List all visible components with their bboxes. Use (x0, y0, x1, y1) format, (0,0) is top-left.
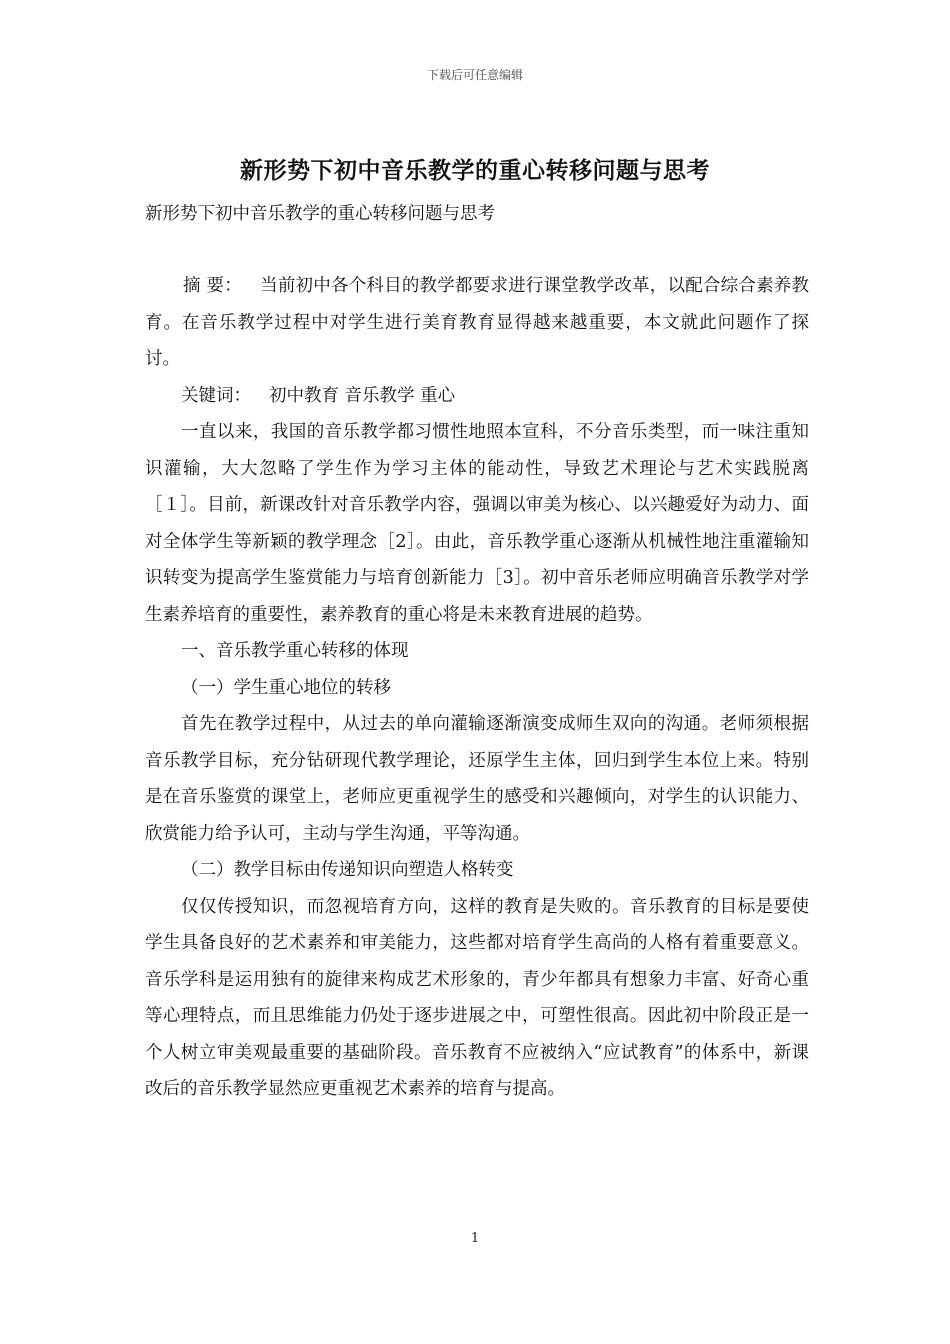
header-note: 下载后可任意编辑 (426, 68, 523, 82)
section-heading: 一、音乐教学重心转移的体现 (181, 641, 409, 661)
keywords-label: 关键词： (181, 385, 251, 406)
document-body (145, 268, 809, 1108)
document-title: 新形势下初中音乐教学的重心转移问题与思考 (240, 157, 710, 184)
page-number: 1 (470, 1231, 480, 1246)
abstract-text: 当前初中各个科目的教学都要求进行课堂教学改革，以配合综合素养教育。在音乐教学过程中对学生进行美育教育显得越来越重要，本文就此问题作了探讨。 (145, 276, 809, 369)
subsection-heading: （二）教学目标由传递知识向塑造人格转变 (181, 860, 514, 880)
subsection-heading: （一）学生重心地位的转移 (181, 677, 391, 698)
keywords-paragraph (145, 378, 809, 415)
body-paragraph: 首先在教学过程中，从过去的单向灌输逐渐演变成师生双向的沟通。老师须根据音乐教学目标，充分钻研现代教学理论，还原学生主体，回归到学生本位上来。特别是在音乐鉴赏的课堂上，老师应更重视学生的感受和兴趣倾向，对学生的认识能力、欣赏能力给予认可，主动与学生沟通，平等沟通。 (145, 714, 809, 844)
keywords-text: 初中教育 音乐教学 重心 (269, 385, 456, 406)
abstract-paragraph (145, 268, 809, 378)
document-subtitle: 新形势下初中音乐教学的重心转移问题与思考 (145, 204, 495, 224)
body-paragraph: 一直以来，我国的音乐教学都习惯性地照本宣科，不分音乐类型，而一味注重知识灌输，大大忽略了学生作为学习主体的能动性，导致艺术理论与艺术实践脱离［１］。目前，新课改针对音乐教学内容，强调以审美为核心、以兴趣爱好为动力、面对全体学生等新颖的教学理念［2］。由此，音乐教学重心逐渐从机械性地注重灌输知识转变为提高学生鉴赏能力与培育创新能力［3］。初中音乐老师应明确音乐教学对学生素养培育的重要性，素养教育的重心将是未来教育进展的趋势。 (145, 422, 809, 625)
body-paragraph: 仅仅传授知识，而忽视培育方向，这样的教育是失败的。音乐教育的目标是要使学生具备良好的艺术素养和审美能力，这些都对培育学生高尚的人格有着重要意义。音乐学科是运用独有的旋律来构成艺术形象的，青少年都具有想象力丰富、好奇心重等心理特点，而且思维能力仍处于逐步进展之中，可塑性很高。因此初中阶段正是一个人树立审美观最重要的基础阶段。音乐教育不应被纳入“应试教育”的体系中，新课改后的音乐教学显然应更重视艺术素养的培育与提高。 (145, 896, 809, 1099)
abstract-label: 摘 要： (183, 276, 242, 296)
